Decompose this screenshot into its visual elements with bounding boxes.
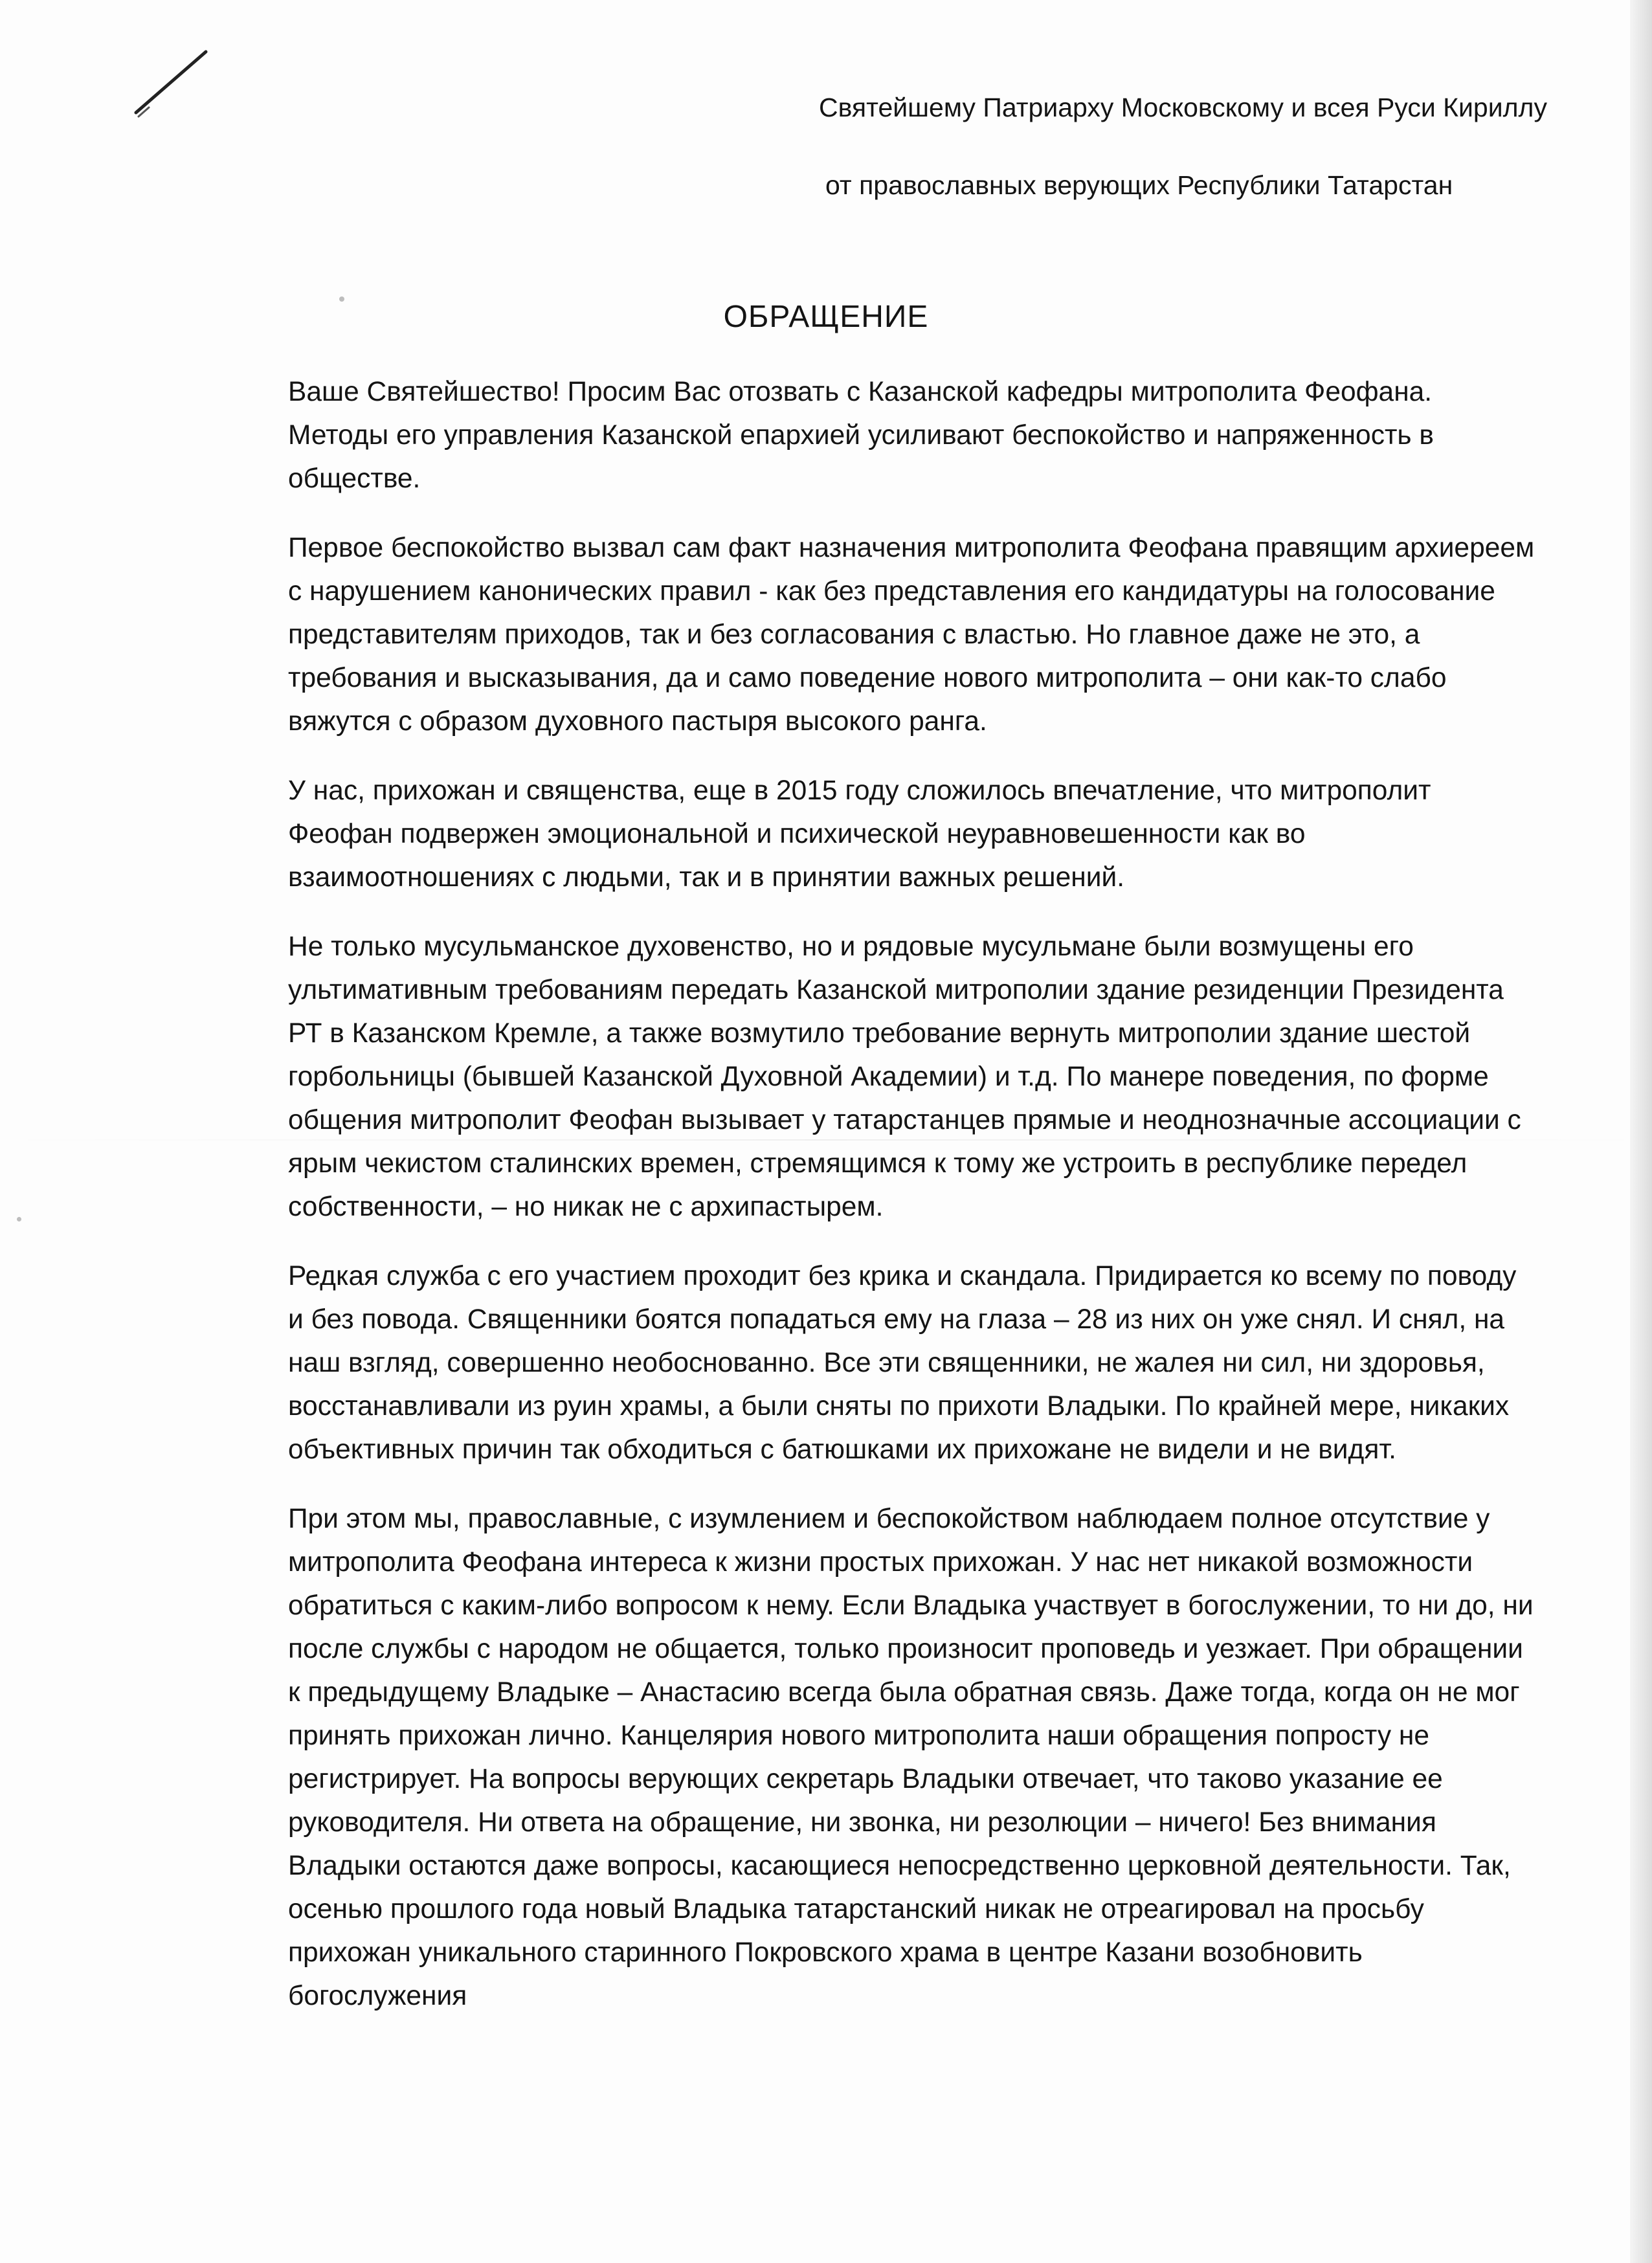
- addressee-to: Святейшему Патриарху Московскому и всея Руси Кириллу: [819, 93, 1547, 122]
- paragraph: Редкая служба с его участием проходит без крика и скандала. Придирается ко всему по поводу и без повода. Священники боятся попадаться ему на глаза – 28 из них он уже снял. И снял, на наш взгляд, совершенно необоснованно. Все эти священники, не жалея ни сил, ни здоровья, восстанавливали из руин храмы, а были сняты по прихоти Владыки. По крайней мере, никаких объективных причин так обходиться с батюшками их прихожане не видели и не видят.: [288, 1261, 1517, 1465]
- addressee-block: [819, 91, 1570, 202]
- paragraph: Не только мусульманское духовенство, но и рядовые мусульмане были возмущены его ультимативным требованиям передать Казанской митрополии здание резиденции Президента РТ в Казанском Кремле, а также возмутило требование вернуть митрополии здание шестой горбольницы (бывшей Казанской Духовной Академии) и т.д. По манере поведения, по форме общения митрополит Феофан вызывает у татарстанцев прямые и неоднозначные ассоциации с ярым чекистом сталинских времен, стремящимся к тому же устроить в республике передел собственности, – но никак не с архипастырем.: [288, 931, 1521, 1222]
- staple-mark-icon: [129, 44, 214, 128]
- paragraph: При этом мы, православные, с изумлением и беспокойством наблюдаем полное отсутствие у митрополита Феофана интереса к жизни простых прихожан. У нас нет никакой возможности обратиться с каким-либо вопросом к нему. Если Владыка участвует в богослужении, то ни до, ни после службы с народом не общается, только произносит проповедь и уезжает. При обращении к предыдущему Владыке – Анастасию всегда была обратная связь. Даже тогда, когда он не мог принять прихожан лично. Канцелярия нового митрополита наши обращения попросту не регистрирует. На вопросы верующих секретарь Владыки отвечает, что таково указание ее руководителя. Ни ответа на обращение, ни звонка, ни резолюции – ничего! Без внимания Владыки остаются даже вопросы, касающиеся непосредственно церковной деятельности. Так, осенью прошлого года новый Владыка татарстанский никак не отреагировал на просьбу прихожан уникального старинного Покровского храма в центре Казани возобновить богослужения: [288, 1504, 1534, 2011]
- scan-shadow-edge: [1630, 0, 1652, 2263]
- document-title: ОБРАЩЕНИЕ: [723, 300, 929, 334]
- letter-body: [288, 370, 1537, 2044]
- paragraph: Первое беспокойство вызвал сам факт назначения митрополита Феофана правящим архиереем с нарушением канонических правил - как без представления его кандидатуры на голосование представителям приходов, так и без согласования с властью. Но главное даже не это, а требования и высказывания, да и само поведение нового митрополита – они как-то слабо вяжутся с образом духовного пастыря высокого ранга.: [288, 533, 1535, 737]
- scan-speck: [17, 1217, 21, 1221]
- addressee-from: от православных верующих Республики Татарстан: [825, 170, 1453, 200]
- paragraph: У нас, прихожан и священства, еще в 2015 году сложилось впечатление, что митрополит Феофан подвержен эмоциональной и психической неуравновешенности как во взаимоотношениях с людьми, так и в принятии важных решений.: [288, 775, 1431, 893]
- paragraph: Ваше Святейшество! Просим Вас отозвать с Казанской кафедры митрополита Феофана. Методы его управления Казанской епархией усиливают беспокойство и напряженность в обществе.: [288, 377, 1434, 494]
